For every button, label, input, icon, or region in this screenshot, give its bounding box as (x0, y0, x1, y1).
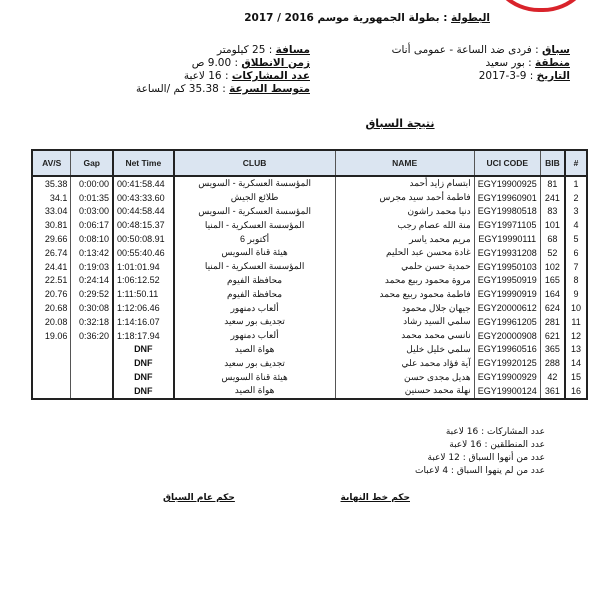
cell-bib: 42 (540, 370, 565, 384)
title-value: : بطولة الجمهورية موسم 2016 / 2017 (244, 12, 448, 24)
cell-uci-code: EGY19950919 (474, 274, 540, 288)
date-row (392, 70, 570, 83)
cell-uci-code: EGY19950103 (474, 260, 540, 274)
summary-participants: عدد المشاركات : 16 لاعبة (445, 427, 545, 437)
distance-value: : 25 كيلومتر (217, 44, 273, 56)
cell-gap (71, 384, 113, 399)
cell-name: نانسي محمد محمد (335, 329, 474, 343)
cell-name: آية فؤاد محمد علي (335, 356, 474, 370)
race-value: : فردى ضد الساعة - عمومى أنات (391, 44, 539, 56)
cell-index: 4 (565, 218, 587, 232)
cell-bib: 164 (540, 287, 565, 301)
avg-speed-value: : 35.38 كم /الساعة (136, 83, 226, 95)
cell-gap: 0:06:17 (71, 218, 113, 232)
avg-speed-row (136, 83, 310, 96)
cell-index: 3 (565, 205, 587, 219)
cell-uci-code: EGY19900929 (474, 370, 540, 384)
header-index: # (565, 150, 587, 176)
avg-speed-label: متوسط السرعة (229, 83, 310, 95)
cell-club: المؤسسة العسكرية - السويس (174, 205, 336, 219)
cell-index: 12 (565, 329, 587, 343)
cell-net-time: 00:44:58.44 (113, 205, 174, 219)
cell-name: سلمي السيد رشاد (335, 315, 474, 329)
cell-index: 5 (565, 232, 587, 246)
cell-avs: 35.38 (32, 176, 71, 191)
start-row (136, 57, 310, 70)
logo-arc-icon (487, 0, 595, 12)
cell-club: طلائع الجيش (174, 191, 336, 205)
cell-gap (71, 370, 113, 384)
cell-net-time: 1:11:50.11 (113, 287, 174, 301)
cell-gap: 0:13:42 (71, 246, 113, 260)
race-info-right (392, 44, 570, 83)
cell-club: المؤسسة العسكرية - المنيا (174, 260, 336, 274)
table-row (32, 287, 587, 301)
title-label: البطولة (451, 12, 490, 24)
cell-index: 8 (565, 274, 587, 288)
cell-name: مريم محمد ياسر (335, 232, 474, 246)
cell-net-time: 1:06:12.52 (113, 274, 174, 288)
race-info-left (136, 44, 310, 96)
cell-name: فاطمة أحمد سيد مجرس (335, 191, 474, 205)
cell-uci-code: EGY19990111 (474, 232, 540, 246)
cell-name: مروة محمود ربيع محمد (335, 274, 474, 288)
cell-bib: 621 (540, 329, 565, 343)
participants-value: : 16 لاعبة (183, 70, 229, 82)
participants-row (136, 70, 310, 83)
table-row (32, 191, 587, 205)
race-label: سباق (542, 44, 570, 56)
cell-index: 16 (565, 384, 587, 399)
table-row (32, 301, 587, 315)
cell-club: هيئة قناة السويس (174, 246, 336, 260)
region-value: : بور سعيد (485, 57, 532, 69)
cell-net-time: DNF (113, 343, 174, 357)
cell-gap: 0:03:00 (71, 205, 113, 219)
cell-avs: 24.41 (32, 260, 71, 274)
cell-uci-code: EGY19920125 (474, 356, 540, 370)
cell-bib: 624 (540, 301, 565, 315)
cell-name: دنيا محمد راشون (335, 205, 474, 219)
table-header-row (32, 150, 587, 176)
cell-club: المؤسسة العسكرية - المنيا (174, 218, 336, 232)
cell-club: المؤسسة العسكرية - السويس (174, 176, 336, 191)
date-label: التاريخ (536, 70, 570, 82)
cell-bib: 83 (540, 205, 565, 219)
table-row (32, 315, 587, 329)
race-judge-signature: حكم عام السباق (163, 493, 235, 503)
cell-bib: 102 (540, 260, 565, 274)
cell-club: محافظة الفيوم (174, 287, 336, 301)
cell-club: ألعاب دمنهور (174, 329, 336, 343)
header-avs: AV/S (32, 150, 71, 176)
distance-row (136, 44, 310, 57)
cell-uci-code: EGY19931208 (474, 246, 540, 260)
cell-name: نهلة محمد حسنين (335, 384, 474, 399)
cell-net-time: DNF (113, 370, 174, 384)
cell-club: هواة الصيد (174, 384, 336, 399)
results-table (31, 149, 588, 400)
cell-net-time: 1:14:16.07 (113, 315, 174, 329)
cell-net-time: 00:48:15.37 (113, 218, 174, 232)
cell-avs (32, 343, 71, 357)
region-label: منطقة (535, 57, 570, 69)
cell-net-time: 00:55:40.46 (113, 246, 174, 260)
header-uci-code: UCI CODE (474, 150, 540, 176)
cell-gap: 0:19:03 (71, 260, 113, 274)
championship-title (240, 12, 490, 26)
cell-avs (32, 384, 71, 399)
cell-index: 7 (565, 260, 587, 274)
cell-bib: 68 (540, 232, 565, 246)
cell-gap: 0:36:20 (71, 329, 113, 343)
cell-index: 2 (565, 191, 587, 205)
cell-net-time: 00:50:08.91 (113, 232, 174, 246)
start-value: : 9.00 ص (191, 57, 239, 69)
cell-net-time: 00:41:58.44 (113, 176, 174, 191)
cell-avs: 20.08 (32, 315, 71, 329)
cell-net-time: 1:18:17.94 (113, 329, 174, 343)
participants-label: عدد المشاركات (231, 70, 310, 82)
cell-club: تجديف بور سعيد (174, 356, 336, 370)
cell-avs: 33.04 (32, 205, 71, 219)
cell-club: محافظة الفيوم (174, 274, 336, 288)
cell-club: هيئة قناة السويس (174, 370, 336, 384)
cell-index: 1 (565, 176, 587, 191)
cell-avs: 26.74 (32, 246, 71, 260)
table-row (32, 356, 587, 370)
cell-net-time: 1:01:01.94 (113, 260, 174, 274)
table-row (32, 218, 587, 232)
cell-name: حمدية حسن حلمي (335, 260, 474, 274)
summary-block (415, 426, 545, 478)
table-row (32, 343, 587, 357)
cell-avs (32, 370, 71, 384)
header-name: NAME (335, 150, 474, 176)
header-gap: Gap (71, 150, 113, 176)
cell-net-time: DNF (113, 356, 174, 370)
cell-name: منة الله عصام رجب (335, 218, 474, 232)
cell-index: 11 (565, 315, 587, 329)
cell-bib: 361 (540, 384, 565, 399)
cell-name: هديل مجدى حسن (335, 370, 474, 384)
cell-index: 10 (565, 301, 587, 315)
cell-uci-code: EGY20000612 (474, 301, 540, 315)
cell-avs: 20.68 (32, 301, 71, 315)
cell-index: 9 (565, 287, 587, 301)
table-row (32, 274, 587, 288)
header-club: CLUB (174, 150, 336, 176)
region-row (392, 57, 570, 70)
cell-index: 6 (565, 246, 587, 260)
cell-bib: 241 (540, 191, 565, 205)
cell-uci-code: EGY19900124 (474, 384, 540, 399)
cell-gap: 0:32:18 (71, 315, 113, 329)
cell-bib: 101 (540, 218, 565, 232)
cell-gap: 0:24:14 (71, 274, 113, 288)
summary-starters: عدد المنطلقين : 16 لاعبة (449, 440, 545, 450)
distance-label: مسافة (275, 44, 310, 56)
cell-net-time: 1:12:06.46 (113, 301, 174, 315)
start-label: زمن الانطلاق (241, 57, 310, 69)
cell-index: 13 (565, 343, 587, 357)
cell-gap: 0:30:08 (71, 301, 113, 315)
cell-uci-code: EGY19980518 (474, 205, 540, 219)
table-row (32, 246, 587, 260)
cell-avs: 34.1 (32, 191, 71, 205)
table-row (32, 205, 587, 219)
table-row (32, 384, 587, 399)
cell-club: أكتوبر 6 (174, 232, 336, 246)
header-bib: BIB (540, 150, 565, 176)
cell-bib: 81 (540, 176, 565, 191)
cell-name: فاطمة محمود ربيع محمد (335, 287, 474, 301)
cell-name: غادة محسن عبد الحليم (335, 246, 474, 260)
cell-net-time: DNF (113, 384, 174, 399)
table-row (32, 370, 587, 384)
cell-name: سلمي خليل خليل (335, 343, 474, 357)
table-row (32, 176, 587, 191)
cell-uci-code: EGY19960516 (474, 343, 540, 357)
cell-bib: 52 (540, 246, 565, 260)
cell-bib: 365 (540, 343, 565, 357)
cell-name: جيهان جلال محمود (335, 301, 474, 315)
cell-uci-code: EGY19960901 (474, 191, 540, 205)
summary-finishers: عدد من أنهوا السباق : 12 لاعبة (427, 453, 545, 463)
results-title: نتيجة السباق (365, 117, 435, 130)
finish-line-judge-signature: حكم خط النهاية (340, 493, 410, 503)
cell-bib: 165 (540, 274, 565, 288)
cell-avs: 29.66 (32, 232, 71, 246)
cell-avs: 30.81 (32, 218, 71, 232)
date-value: : 9-3-2017 (478, 70, 534, 82)
cell-club: ألعاب دمنهور (174, 301, 336, 315)
cell-avs (32, 356, 71, 370)
header-net-time: Net Time (113, 150, 174, 176)
cell-gap: 0:08:10 (71, 232, 113, 246)
table-row (32, 260, 587, 274)
summary-non-finishers: عدد من لم ينهوا السباق : 4 لاعبات (415, 466, 545, 476)
results-table-body (32, 176, 587, 399)
cell-uci-code: EGY20000908 (474, 329, 540, 343)
cell-name: ابتسام زايد أحمد (335, 176, 474, 191)
cell-gap: 0:29:52 (71, 287, 113, 301)
cell-uci-code: EGY19900925 (474, 176, 540, 191)
cell-index: 15 (565, 370, 587, 384)
cell-uci-code: EGY19990919 (474, 287, 540, 301)
cell-gap (71, 343, 113, 357)
cell-bib: 288 (540, 356, 565, 370)
cell-club: هواة الصيد (174, 343, 336, 357)
table-row (32, 232, 587, 246)
cell-club: تجديف بور سعيد (174, 315, 336, 329)
cell-uci-code: EGY19971105 (474, 218, 540, 232)
race-row (392, 44, 570, 57)
cell-bib: 281 (540, 315, 565, 329)
cell-gap: 0:01:35 (71, 191, 113, 205)
cell-uci-code: EGY19961205 (474, 315, 540, 329)
cell-index: 14 (565, 356, 587, 370)
cell-avs: 20.76 (32, 287, 71, 301)
cell-avs: 22.51 (32, 274, 71, 288)
table-row (32, 329, 587, 343)
cell-gap: 0:00:00 (71, 176, 113, 191)
cell-avs: 19.06 (32, 329, 71, 343)
cell-gap (71, 356, 113, 370)
cell-net-time: 00:43:33.60 (113, 191, 174, 205)
